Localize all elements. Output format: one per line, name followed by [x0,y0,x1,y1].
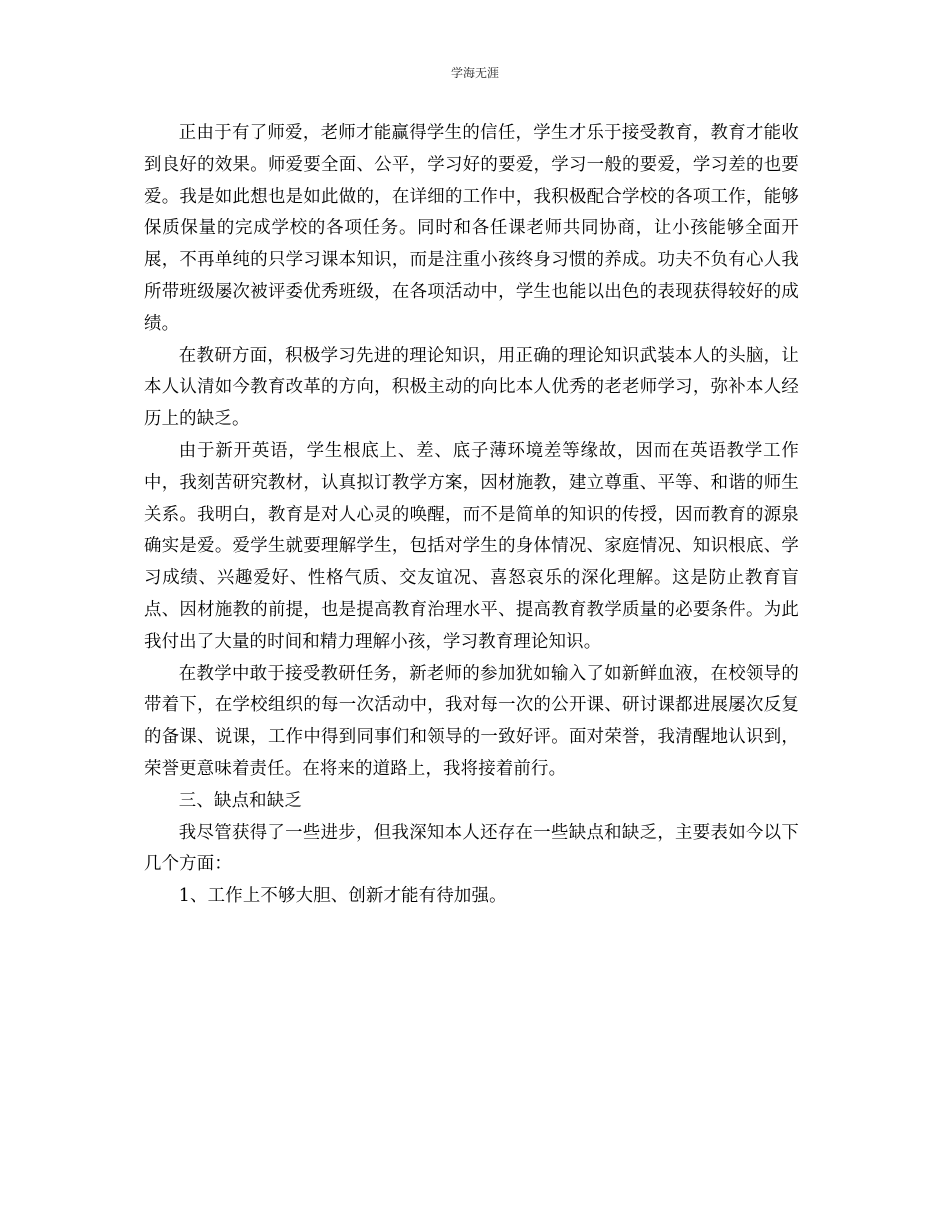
paragraph-teacher-love: 正由于有了师爱，老师才能赢得学生的信任，学生才乐于接受教育，教育才能收到良好的效果。师爱要全面、公平，学习好的要爱，学习一般的要爱，学习差的也要爱。我是如此想也是如此做的，在详细的工作中，我积极配合学校的各项工作，能够保质保量的完成学校的各项任务。同时和各任课老师共同协商，让小孩能够全面开展，不再单纯的只学习课本知识，而是注重小孩终身习惯的养成。功夫不负有心人我所带班级屡次被评委优秀班级，在各项活动中，学生也能以出色的表现获得较好的成绩。 [144,123,799,334]
paragraph-research-tasks: 在教学中敢于接受教研任务，新老师的参加犹如输入了如新鲜血液，在校领导的带着下，在学校组织的每一次活动中，我对每一次的公开课、研讨课都进展屡次反复的备课、说课，工作中得到同事们和领导的一致好评。面对荣誉，我清醒地认识到，荣誉更意味着责任。在将来的道路上，我将接着前行。 [144,663,799,779]
page-header: 学海无涯 [450,66,499,80]
paragraph-shortcomings-intro: 我尽管获得了一些进步，但我深知本人还存在一些缺点和缺乏，主要表如今以下几个方面： [144,822,799,875]
paragraph-teaching-research: 在教研方面，积极学习先进的理论知识，用正确的理论知识武装本人的头脑，让本人认清如今教育改革的方向，积极主动的向比本人优秀的老老师学习，弥补本人经历上的缺乏。 [144,345,799,430]
section-heading-shortcomings: 三、缺点和缺乏 [178,790,302,811]
paragraph-english-teaching: 由于新开英语，学生根底上、差、底子薄环境差等缘故，因而在英语教学工作中，我刻苦研究教材，认真拟订教学方案，因材施教，建立尊重、平等、和谐的师生关系。我明白，教育是对人心灵的唤醒，而不是简单的知识的传授，因而教育的源泉确实是爱。爱学生就要理解学生，包括对学生的身体情况、家庭情况、知识根底、学习成绩、兴趣爱好、性格气质、交友谊况、喜怒哀乐的深化理解。这是防止教育盲点、因材施教的前提，也是提高教育治理水平、提高教育教学质量的必要条件。为此我付出了大量的时间和精力理解小孩，学习教育理论知识。 [144,440,799,652]
document-body [144,118,799,913]
list-item-1: 1、工作上不够大胆、创新才能有待加强。 [178,886,507,907]
